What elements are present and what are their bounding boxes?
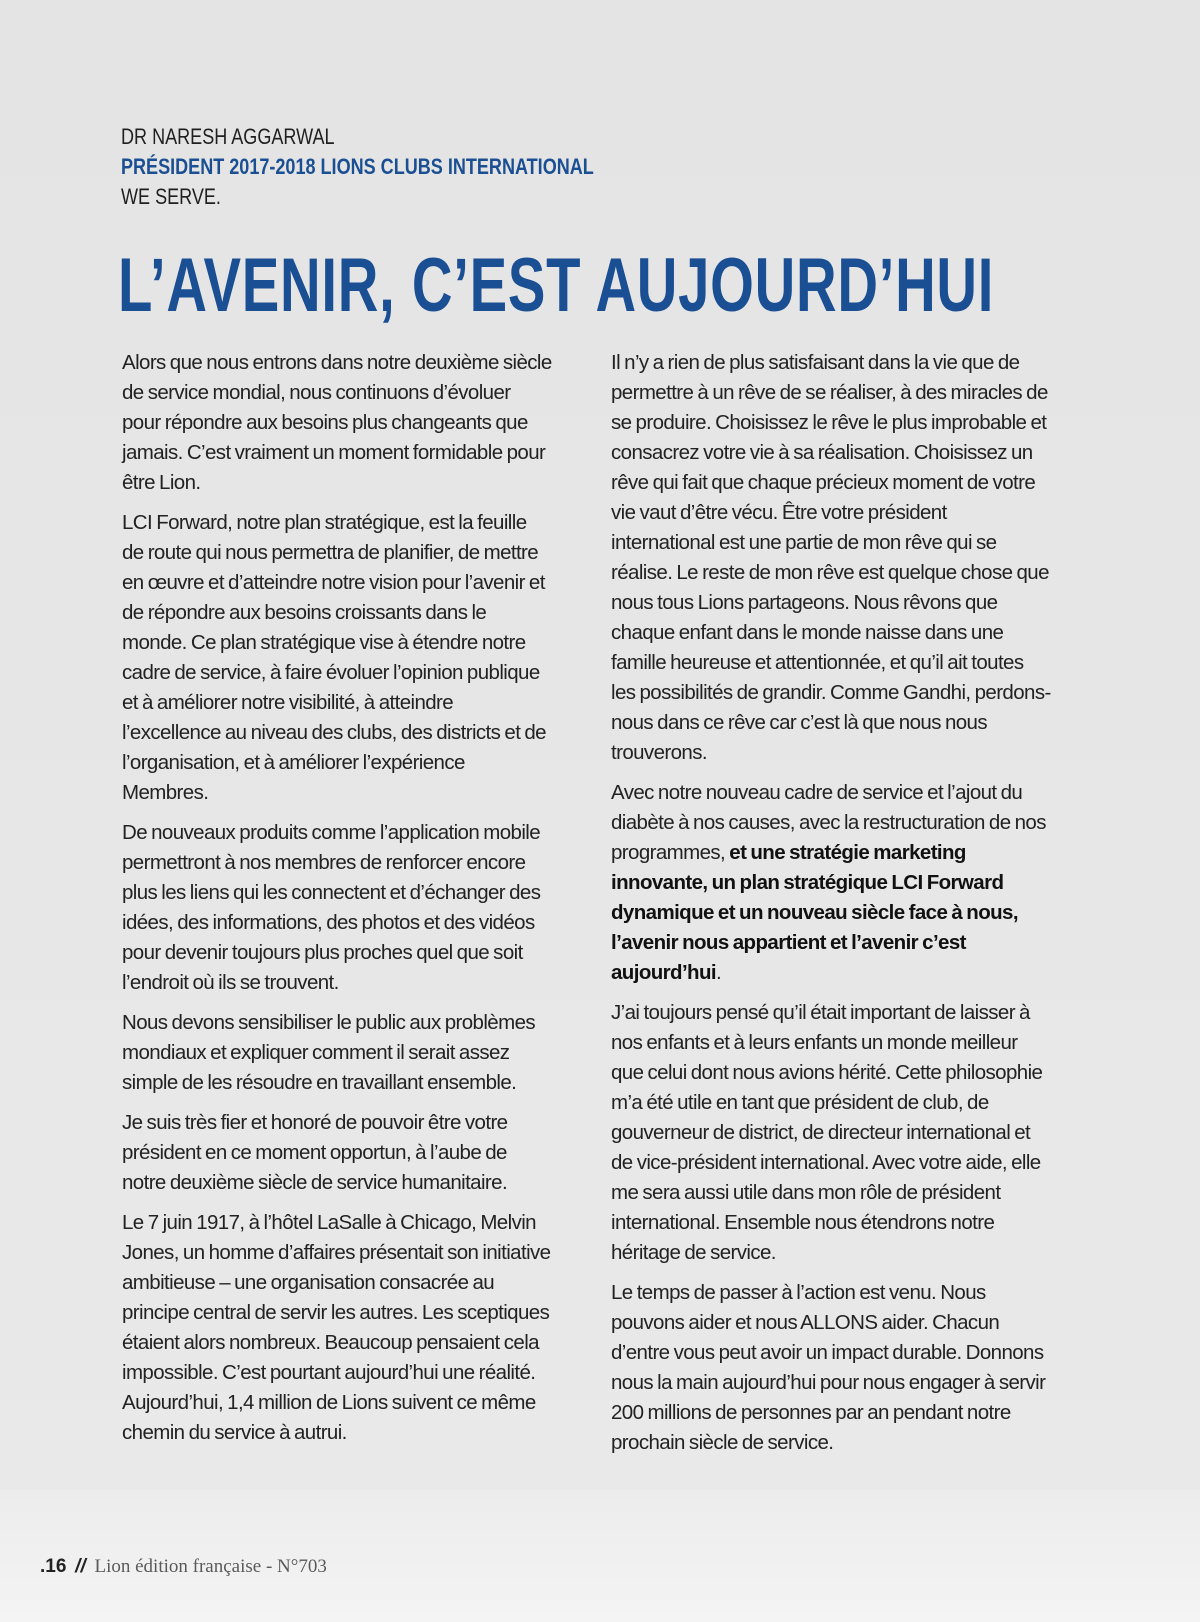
paragraph-text: Avec notre nouveau cadre de service et l’ajout du diabète à nos causes, avec la restructuration de nos programmes, <box>611 781 1046 864</box>
author-role: PRÉSIDENT 2017-2018 LIONS CLUBS INTERNATIONAL <box>121 154 594 179</box>
page-number: .16 <box>40 1556 67 1577</box>
paragraph-mixed <box>611 778 1051 988</box>
paragraph: LCI Forward, notre plan stratégique, est la feuille de route qui nous permettra de planifier, de mettre en œuvre et d’atteindre notre vision pour l’avenir et de répondre aux besoins croissants dans le monde. Ce plan stratégique vise à étendre notre cadre de service, à faire évoluer l’opinion publique et à améliorer notre visibilité, à atteindre l’excellence au niveau des clubs, des districts et de l’organisation, et à améliorer l’expérience Membres. <box>122 511 546 804</box>
paragraph: Nous devons sensibiliser le public aux problèmes mondiaux et expliquer comment il serait assez simple de les résoudre en travaillant ensemble. <box>122 1011 536 1094</box>
right-column <box>611 348 1051 1468</box>
paragraph: Alors que nous entrons dans notre deuxième siècle de service mondial, nous continuons d’évoluer pour répondre aux besoins plus changeants que jamais. C’est vraiment un moment formidable pour être Lion. <box>122 351 552 494</box>
paragraph: Il n’y a rien de plus satisfaisant dans la vie que de permettre à un rêve de se réaliser, à des miracles de se produire. Choisissez le rêve le plus improbable et consacrez votre vie à sa réalisation. Choisissez un rêve qui fait que chaque précieux moment de votre vie vaut d’être vécu. Être votre président international est une partie de mon rêve qui se réalise. Le reste de mon rêve est quelque chose que nous tous Lions partageons. Nous rêvons que chaque enfant dans le monde naisse dans une famille heureuse et attentionnée, et qu’il ait toutes les possibilités de grandir. Comme Gandhi, perdons-nous dans ce rêve car c’est là que nous nous trouverons. <box>611 351 1051 764</box>
paragraph: J’ai toujours pensé qu’il était important de laisser à nos enfants et à leurs enfants un monde meilleur que celui dont nous avions hérité. Cette philosophie m’a été utile en tant que président de club, de gouverneur de district, de directeur international et de vice-président international. Avec votre aide, elle me sera aussi utile dans mon rôle de président international. Ensemble nous étendrons notre héritage de service. <box>611 1001 1043 1264</box>
paragraph: Le 7 juin 1917, à l’hôtel LaSalle à Chicago, Melvin Jones, un homme d’affaires présentait son initiative ambitieuse – une organisation consacrée au principe central de servir les autres. Les sceptiques étaient alors nombreux. Beaucoup pensaient cela impossible. C’est pourtant aujourd’hui une réalité. Aujourd’hui, 1,4 million de Lions suivent ce même chemin du service à autrui. <box>122 1211 551 1444</box>
author-name: DR NARESH AGGARWAL <box>121 124 335 149</box>
paragraph: Je suis très fier et honoré de pouvoir être votre président en ce moment opportun, à l’aube de notre deuxième siècle de service humanitaire. <box>122 1111 508 1194</box>
paragraph-bold-text: et une stratégie marketing innovante, un plan stratégique LCI Forward dynamique et un nouveau siècle face à nous, l’avenir nous appartient et l’avenir c’est aujourd’hui <box>611 841 1018 984</box>
paragraph-text-end: . <box>716 961 722 984</box>
author-motto: WE SERVE. <box>121 184 221 209</box>
folio-separator: // <box>75 1556 86 1577</box>
left-column <box>122 348 552 1458</box>
page-folio <box>40 1556 327 1578</box>
author-block <box>121 122 698 212</box>
paragraph: Le temps de passer à l’action est venu. Nous pouvons aider et nous ALLONS aider. Chacun d’entre vous peut avoir un impact durable. Donnons nous la main aujourd’hui pour nous engager à servir 200 millions de personnes par an pendant notre prochain siècle de service. <box>611 1281 1046 1454</box>
article-headline: L’AVENIR, C’EST AUJOURD’HUI <box>118 243 995 328</box>
paragraph: De nouveaux produits comme l’application mobile permettront à nos membres de renforcer encore plus les liens qui les connectent et d’échanger des idées, des informations, des photos et des vidéos pour devenir toujours plus proches quel que soit l’endroit où ils se trouvent. <box>122 821 541 994</box>
publication-name: Lion édition française - N°703 <box>94 1556 327 1577</box>
